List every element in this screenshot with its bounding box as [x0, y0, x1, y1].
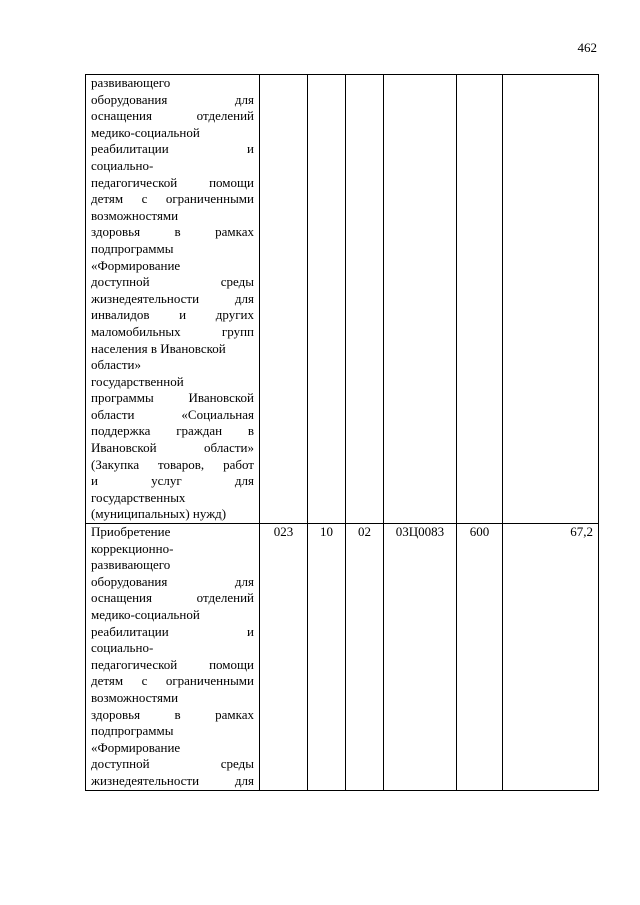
- description-word: коррекционно-: [91, 540, 174, 556]
- description-line: [91, 457, 254, 474]
- table-row: [86, 75, 599, 524]
- row-2-target-code: 03Ц0083: [384, 524, 457, 791]
- description-word: групп: [221, 323, 254, 339]
- description-word: возможностями: [91, 207, 179, 223]
- description-line: [91, 175, 254, 192]
- description-word: работ: [223, 456, 254, 472]
- row-1-section-code: [308, 75, 346, 524]
- description-word: (муниципальных) нужд): [91, 506, 227, 522]
- row-1-description: [86, 75, 260, 524]
- description-word: других: [215, 307, 254, 323]
- description-line: [91, 640, 254, 657]
- description-line: [91, 307, 254, 324]
- description-line: [91, 423, 254, 440]
- description-line: [91, 324, 254, 341]
- description-word: подпрограммы: [91, 723, 174, 739]
- description-word: товаров,: [158, 456, 205, 472]
- description-word: в: [247, 423, 254, 439]
- description-word: с: [141, 191, 148, 207]
- description-word: педагогической: [91, 656, 178, 672]
- description-line: [91, 92, 254, 109]
- description-word: для: [234, 772, 254, 788]
- description-word: области»: [91, 357, 141, 373]
- description-word: маломобильных: [91, 323, 181, 339]
- description-line: [91, 756, 254, 773]
- description-word: государственных: [91, 489, 186, 505]
- description-line: [91, 158, 254, 175]
- budget-table: [85, 74, 599, 791]
- description-line: [91, 440, 254, 457]
- description-word: «Формирование: [91, 257, 181, 273]
- row-1-ministry-code: [260, 75, 308, 524]
- description-word: и: [247, 623, 254, 639]
- row-1-subsection-code: [346, 75, 384, 524]
- description-word: инвалидов: [91, 307, 150, 323]
- description-line: [91, 291, 254, 308]
- description-line: [91, 673, 254, 690]
- description-line: [91, 274, 254, 291]
- description-word: жизнедеятельности: [91, 772, 200, 788]
- description-line: [91, 141, 254, 158]
- description-word: педагогической: [91, 174, 178, 190]
- description-word: социально-: [91, 640, 154, 656]
- description-word: доступной: [91, 756, 150, 772]
- description-word: «Формирование: [91, 739, 181, 755]
- description-line: [91, 191, 254, 208]
- description-word: здоровья: [91, 706, 141, 722]
- description-line: [91, 541, 254, 558]
- description-word: оснащения: [91, 590, 152, 606]
- description-line: [91, 690, 254, 707]
- description-line: [91, 657, 254, 674]
- description-word: отделений: [196, 108, 254, 124]
- description-word: Ивановской: [188, 390, 254, 406]
- description-line: [91, 773, 254, 790]
- row-1-target-code: [384, 75, 457, 524]
- description-line: [91, 341, 254, 358]
- description-line: [91, 75, 254, 92]
- description-word: детям: [91, 191, 124, 207]
- description-word: услуг: [151, 473, 182, 489]
- description-word: поддержка: [91, 423, 151, 439]
- description-word: оборудования: [91, 573, 168, 589]
- description-word: медико-социальной: [91, 607, 200, 622]
- description-word: программы: [91, 390, 154, 406]
- row-2-subsection-code: 02: [346, 524, 384, 791]
- description-word: подпрограммы: [91, 240, 174, 256]
- description-word: среды: [220, 274, 254, 290]
- description-line: [91, 258, 254, 275]
- description-line: [91, 506, 254, 523]
- description-word: области: [91, 406, 135, 422]
- description-line: [91, 241, 254, 258]
- description-word: ограниченными: [165, 191, 254, 207]
- description-word: для: [234, 573, 254, 589]
- description-word: помощи: [209, 174, 254, 190]
- description-word: населения в Ивановской: [91, 340, 226, 356]
- description-word: жизнедеятельности: [91, 290, 200, 306]
- description-line: [91, 723, 254, 740]
- description-word: и: [247, 141, 254, 157]
- row-2-expense-type-code: 600: [457, 524, 503, 791]
- description-line: [91, 108, 254, 125]
- description-word: детям: [91, 673, 124, 689]
- description-line: [91, 524, 254, 541]
- description-word: оснащения: [91, 108, 152, 124]
- description-word: доступной: [91, 274, 150, 290]
- row-1-expense-type-code: [457, 75, 503, 524]
- description-line: [91, 574, 254, 591]
- description-word: социально-: [91, 157, 154, 173]
- row-2-section-code: 10: [308, 524, 346, 791]
- description-word: здоровья: [91, 224, 141, 240]
- description-word: для: [234, 91, 254, 107]
- description-word: для: [234, 473, 254, 489]
- description-word: среды: [220, 756, 254, 772]
- description-word: Приобретение: [91, 524, 171, 540]
- description-word: области»: [204, 440, 254, 456]
- description-word: ограниченными: [165, 673, 254, 689]
- description-word: в: [174, 706, 181, 722]
- description-word: для: [234, 290, 254, 306]
- description-line: [91, 740, 254, 757]
- description-word: развивающего: [91, 557, 171, 573]
- description-line: [91, 208, 254, 225]
- description-line: [91, 624, 254, 641]
- description-line: [91, 557, 254, 574]
- row-2-description: [86, 524, 260, 791]
- description-word: граждан: [176, 423, 223, 439]
- description-line: [91, 490, 254, 507]
- row-2-amount: 67,2: [503, 524, 599, 791]
- description-line: [91, 357, 254, 374]
- description-word: (Закупка: [91, 456, 140, 472]
- description-word: развивающего: [91, 75, 171, 90]
- description-word: государственной: [91, 373, 184, 389]
- description-word: отделений: [196, 590, 254, 606]
- description-word: возможностями: [91, 689, 179, 705]
- description-line: [91, 707, 254, 724]
- description-line: [91, 590, 254, 607]
- description-word: оборудования: [91, 91, 168, 107]
- row-1-amount: [503, 75, 599, 524]
- description-word: медико-социальной: [91, 124, 200, 140]
- description-word: и: [91, 473, 98, 489]
- description-word: реабилитации: [91, 623, 169, 639]
- page-number: 462: [577, 40, 597, 55]
- description-word: в: [174, 224, 181, 240]
- description-line: [91, 607, 254, 624]
- description-line: [91, 390, 254, 407]
- description-word: реабилитации: [91, 141, 169, 157]
- description-line: [91, 473, 254, 490]
- description-word: с: [141, 673, 148, 689]
- description-line: [91, 125, 254, 142]
- description-word: Ивановской: [91, 440, 157, 456]
- description-word: рамках: [215, 224, 254, 240]
- row-2-ministry-code: 023: [260, 524, 308, 791]
- description-line: [91, 407, 254, 424]
- description-word: рамках: [215, 706, 254, 722]
- table-row: [86, 524, 599, 791]
- description-word: и: [179, 307, 187, 323]
- description-line: [91, 374, 254, 391]
- description-word: «Социальная: [181, 406, 254, 422]
- description-word: помощи: [209, 656, 254, 672]
- description-line: [91, 224, 254, 241]
